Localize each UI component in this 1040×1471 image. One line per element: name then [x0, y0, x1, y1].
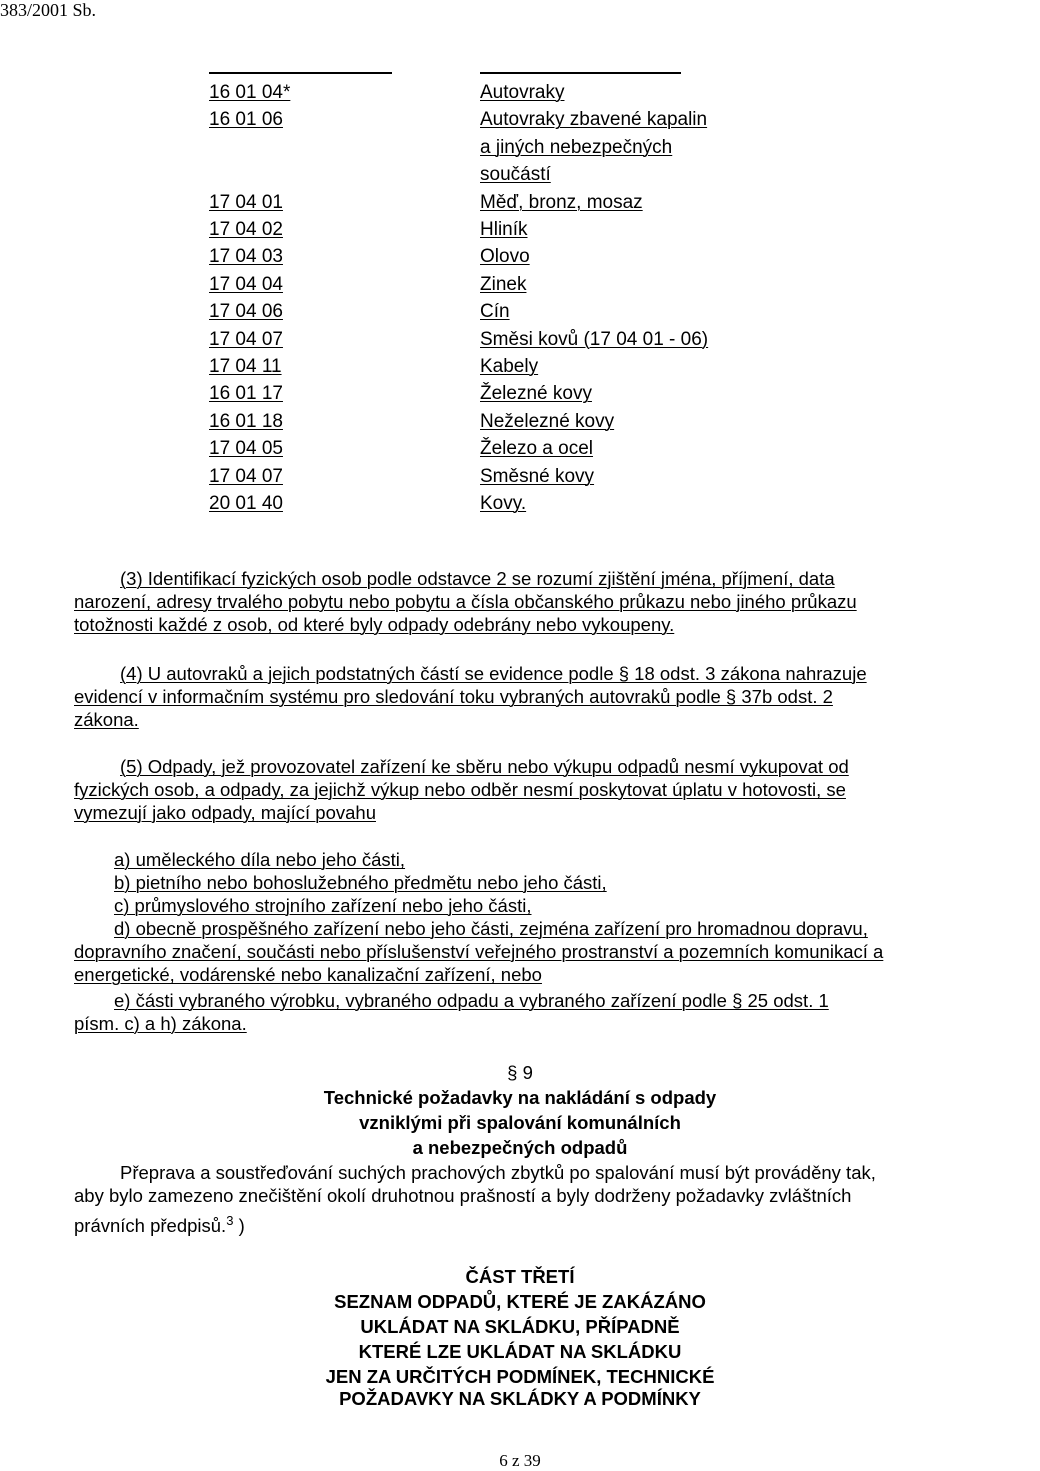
waste-name: Železo a ocel [480, 438, 594, 460]
list-item: b) pietního nebo bohoslužebného předmětu nebo jeho části, [114, 872, 607, 893]
section-title: Technické požadavky na nakládání s odpady [323, 1087, 717, 1108]
waste-code: 16 01 18 [209, 410, 283, 432]
waste-code: 17 04 03 [209, 246, 283, 268]
part-title-line-clipped [0, 1388, 1040, 1409]
waste-name: Cín [480, 301, 510, 323]
paragraph-3-line: narození, adresy trvalého pobytu nebo pobytu a čísla občanského průkazu nebo jiného průkazu [74, 591, 857, 612]
section-body-line [74, 1214, 245, 1237]
document-reference: 383/2001 Sb. [0, 0, 97, 20]
page-number: 6 z 39 [499, 1451, 541, 1470]
list-item: a) uměleckého díla nebo jeho části, [114, 849, 406, 870]
list-item-continuation: energetické, vodárenské nebo kanalizační zařízení, nebo [74, 964, 542, 985]
waste-code: 17 04 05 [209, 438, 283, 460]
part-title-line: JEN ZA URČITÝCH PODMÍNEK, TECHNICKÉ [325, 1366, 715, 1387]
waste-name: součástí [480, 164, 551, 186]
table-top-rule [209, 72, 392, 74]
waste-name: Autovraky zbavené kapalin [480, 109, 708, 131]
section-number: § 9 [507, 1062, 533, 1083]
waste-code: 17 04 02 [209, 219, 283, 240]
part-title-line: UKLÁDAT NA SKLÁDKU, PŘÍPADNĚ [360, 1316, 680, 1337]
waste-name: Železné kovy [480, 383, 592, 405]
list-item-continuation: písm. c) a h) zákona. [74, 1013, 247, 1034]
waste-code: 17 04 07 [209, 328, 283, 350]
waste-code: 17 04 07 [209, 465, 283, 487]
paragraph-3-line: totožnosti každé z osob, od které byly odpady odebrány nebo vykoupeny. [74, 614, 675, 635]
footnote-reference: 3 [226, 1213, 234, 1228]
waste-code: 16 01 04* [209, 82, 291, 103]
waste-code: 17 04 04 [209, 273, 283, 295]
part-heading: ČÁST TŘETÍ [465, 1266, 575, 1287]
waste-code: 17 04 11 [209, 356, 282, 377]
paragraph-4-line: (4) U autovraků a jejich podstatných částí se evidence podle § 18 odst. 3 zákona nahrazuje [120, 663, 867, 684]
section-title: a nebezpečných odpadů [412, 1137, 628, 1158]
section-body-line: aby bylo zamezeno znečištění okolí druhotnou prašností a byly dodrženy požadavky zvláštních [74, 1185, 852, 1206]
list-item: c) průmyslového strojního zařízení nebo jeho části, [114, 895, 532, 916]
waste-name: Hliník [480, 219, 528, 240]
waste-code: 16 01 17 [209, 383, 283, 405]
waste-code: 17 04 01 [209, 191, 283, 213]
waste-name: Směsi kovů (17 04 01 - 06) [480, 328, 709, 350]
waste-code: 17 04 06 [209, 301, 283, 323]
waste-code: 16 01 06 [209, 109, 283, 131]
waste-name: Neželezné kovy [480, 410, 615, 432]
waste-name: a jiných nebezpečných [480, 136, 673, 158]
waste-name: Kovy. [480, 493, 527, 514]
waste-name: Měď, bronz, mosaz [480, 191, 643, 213]
waste-name: Autovraky [480, 82, 565, 103]
paragraph-5-line: (5) Odpady, jež provozovatel zařízení ke sběru nebo výkupu odpadů nesmí vykupovat od [120, 756, 849, 777]
table-top-rule [480, 72, 681, 74]
waste-name: Zinek [480, 273, 527, 295]
waste-code: 20 01 40 [209, 493, 283, 514]
section-body-line: Přeprava a soustřeďování suchých prachových zbytků po spalování musí být prováděny tak, [120, 1162, 876, 1183]
waste-name: Olovo [480, 246, 530, 268]
section-body-text: právních předpisů. [74, 1215, 227, 1236]
paragraph-3-line: (3) Identifikací fyzických osob podle odstavce 2 se rozumí zjištění jména, příjmení, data [120, 568, 835, 589]
footnote-paren: ) [238, 1215, 245, 1236]
paragraph-5-line: vymezují jako odpady, mající povahu [74, 802, 376, 823]
waste-name: Kabely [480, 356, 539, 377]
part-title-line: POŽADAVKY NA SKLÁDKY A PODMÍNKY [339, 1388, 701, 1409]
part-title-line: SEZNAM ODPADŮ, KTERÉ JE ZAKÁZÁNO [334, 1291, 706, 1312]
paragraph-5-line: fyzických osob, a odpady, za jejichž výkup nebo odběr nesmí poskytovat úplatu v hotovosti, se [74, 779, 846, 800]
list-item-continuation: dopravního značení, součásti nebo příslušenství veřejného prostranství a pozemních komunikací a [74, 941, 884, 962]
list-item: d) obecně prospěšného zařízení nebo jeho části, zejména zařízení pro hromadnou dopravu, [114, 918, 868, 939]
paragraph-4-line: zákona. [74, 709, 139, 730]
section-title: vzniklými při spalování komunálních [359, 1112, 681, 1133]
list-item: e) části vybraného výrobku, vybraného odpadu a vybraného zařízení podle § 25 odst. 1 [114, 990, 829, 1011]
paragraph-4-line: evidencí v informačním systému pro sledování toku vybraných autovraků podle § 37b odst. 2 [74, 686, 833, 707]
waste-name: Směsné kovy [480, 465, 595, 487]
part-title-line: KTERÉ LZE UKLÁDAT NA SKLÁDKU [358, 1341, 682, 1362]
